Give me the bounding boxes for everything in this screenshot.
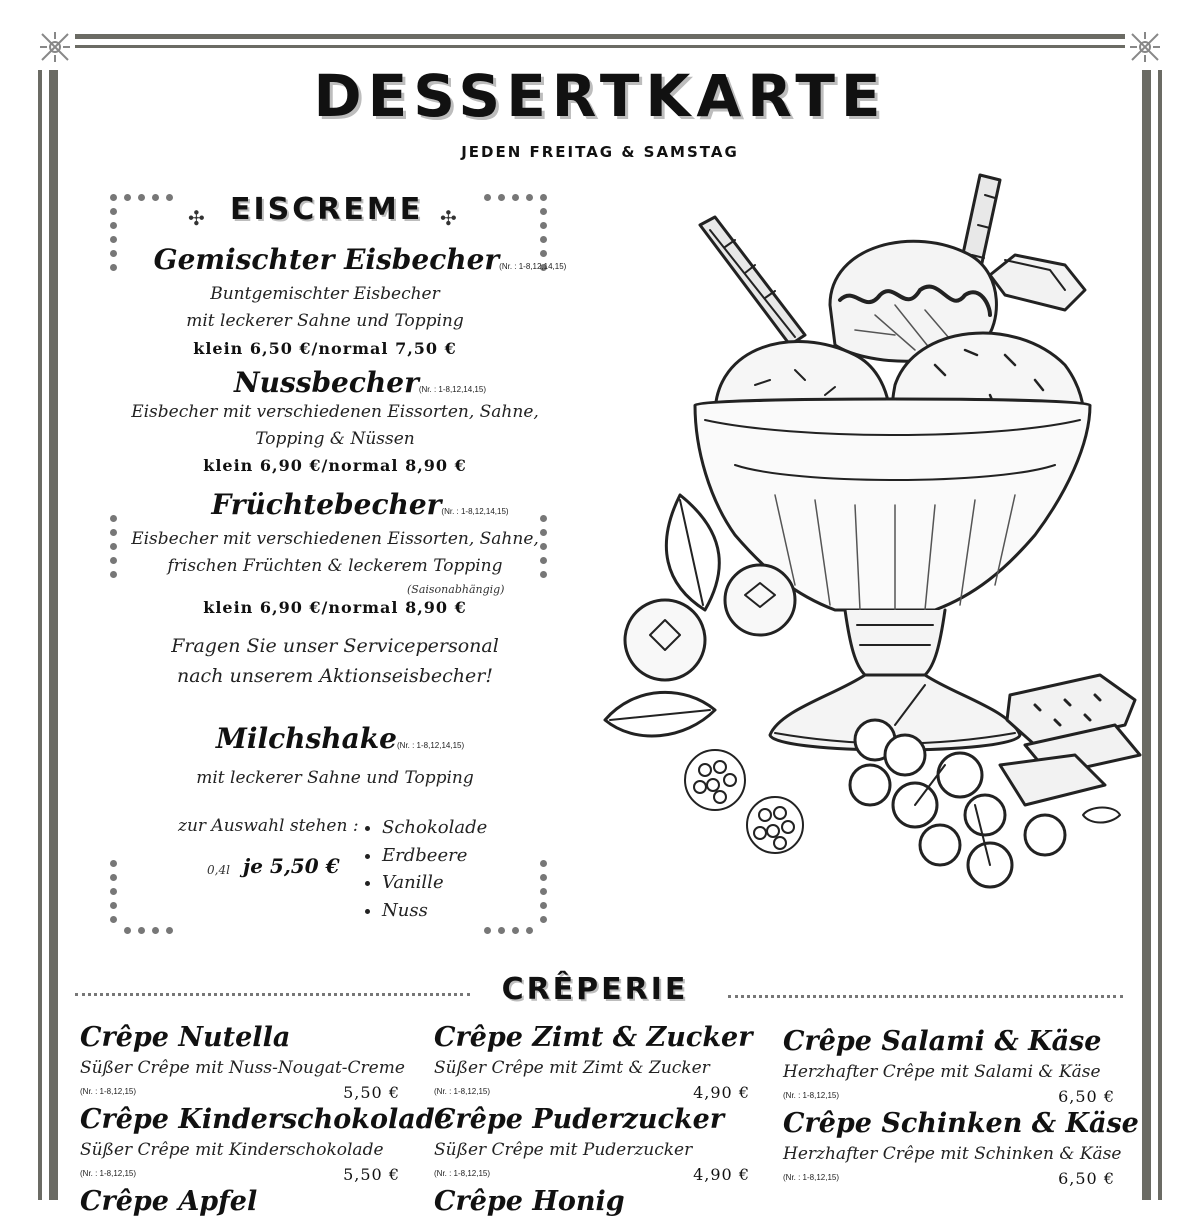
item-allergen-numbers: (Nr. : 1-8,12,14,15): [397, 741, 465, 750]
item-note: (Saisonabhängig): [407, 583, 505, 596]
crepe-name: Crêpe Kinderschokolade: [80, 1104, 452, 1135]
frame-dot: [540, 236, 547, 243]
crepe-description: Süßer Crêpe mit Kinderschokolade: [80, 1140, 384, 1160]
frame-dot: [540, 888, 547, 895]
crepe-allergen-numbers: (Nr. : 1-8,12,15): [80, 1169, 137, 1178]
corner-ornament-icon: [38, 30, 72, 64]
crepe-price: 5,50 €: [343, 1083, 400, 1102]
crepe-name: Crêpe Nutella: [80, 1022, 291, 1053]
frame-dot: [124, 927, 131, 934]
frame-dot: [526, 194, 533, 201]
crepe-name: Crêpe Apfel: [80, 1186, 258, 1217]
frame-dot: [110, 902, 117, 909]
crepe-name: Crêpe Zimt & Zucker: [434, 1022, 753, 1053]
crepe-description: Süßer Crêpe mit Nuss-Nougat-Creme: [80, 1058, 405, 1078]
promo-text: Fragen Sie unser Servicepersonal: [171, 635, 499, 657]
frame-dot: [110, 264, 117, 271]
item-allergen-numbers: (Nr. : 1-8,12,14,15): [441, 507, 509, 516]
crepe-allergen-numbers: (Nr. : 1-8,12,15): [783, 1173, 840, 1182]
crepe-allergen-numbers: (Nr. : 1-8,12,15): [434, 1087, 491, 1096]
ice-cream-sundae-icon: [595, 165, 1150, 900]
crepe-description: Herzhafter Crêpe mit Schinken & Käse: [783, 1144, 1122, 1164]
frame-dot: [512, 927, 519, 934]
corner-ornament-icon: [1128, 30, 1162, 64]
decorative-cross-icon: ✣: [188, 206, 205, 230]
frame-dot: [110, 515, 117, 522]
crepe-allergen-numbers: (Nr. : 1-8,12,15): [80, 1087, 137, 1096]
crepe-allergen-numbers: (Nr. : 1-8,12,15): [434, 1169, 491, 1178]
frame-dot: [484, 927, 491, 934]
frame-dot: [498, 927, 505, 934]
crepe-price: 6,50 €: [1058, 1169, 1115, 1188]
crepe-price: 4,90 €: [693, 1083, 750, 1102]
frame-dot: [512, 194, 519, 201]
item-description: mit leckerer Sahne und Topping: [196, 768, 474, 788]
menu-item-nussbecher: [120, 366, 600, 399]
frame-dot: [138, 927, 145, 934]
frame-dot: [484, 194, 491, 201]
item-price: klein 6,90 €/normal 8,90 €: [203, 456, 467, 475]
frame-dot: [124, 194, 131, 201]
frame-dot: [526, 927, 533, 934]
frame-left-line-thin: [38, 70, 42, 1200]
item-description: Eisbecher mit verschiedenen Eissorten, Sahne,: [131, 529, 539, 549]
crepe-name: Crêpe Schinken & Käse: [783, 1108, 1139, 1139]
frame-dot: [498, 194, 505, 201]
crepe-price: 6,50 €: [1058, 1087, 1115, 1106]
menu-item-fruechtebecher: [120, 488, 600, 521]
frame-dot: [110, 222, 117, 229]
menu-item-gemischter-eisbecher: [120, 243, 600, 276]
item-name: Früchtebecher: [211, 488, 442, 521]
item-description: frischen Früchten & leckerem Topping: [167, 556, 503, 576]
frame-dot: [152, 194, 159, 201]
item-description: mit leckerer Sahne und Topping: [186, 311, 464, 331]
frame-top-line: [75, 34, 1125, 39]
frame-dot: [540, 222, 547, 229]
creperie-dotted-rule: [75, 993, 470, 996]
frame-dot: [110, 194, 117, 201]
frame-top-line-thin: [75, 45, 1125, 48]
crepe-description: Süßer Crêpe mit Zimt & Zucker: [434, 1058, 710, 1078]
item-allergen-numbers: (Nr. : 1-8,12,14,15): [499, 262, 567, 271]
page-title: DESSERTKARTE: [313, 62, 887, 130]
creperie-dotted-rule: [728, 995, 1123, 998]
frame-dot: [110, 888, 117, 895]
frame-dot: [110, 916, 117, 923]
frame-dot: [110, 236, 117, 243]
frame-left-line: [49, 70, 58, 1200]
decorative-cross-icon: ✣: [440, 206, 457, 230]
shake-size: 0,4l: [207, 863, 230, 877]
item-description: Topping & Nüssen: [255, 429, 415, 449]
menu-item-milchshake: [110, 722, 570, 755]
crepe-name: Crêpe Puderzucker: [434, 1104, 725, 1135]
item-description: Buntgemischter Eisbecher: [210, 284, 440, 304]
shake-price: je 5,50 €: [243, 854, 340, 878]
frame-dot: [540, 860, 547, 867]
frame-dot: [540, 208, 547, 215]
frame-dot: [540, 916, 547, 923]
frame-dot: [110, 874, 117, 881]
item-allergen-numbers: (Nr. : 1-8,12,14,15): [418, 385, 486, 394]
promo-text: nach unserem Aktionseisbecher!: [176, 665, 494, 687]
frame-dot: [152, 927, 159, 934]
eiscreme-heading: EISCREME: [230, 192, 424, 227]
flavor-item: • Nuss: [382, 897, 487, 925]
frame-right-line-thin: [1158, 70, 1162, 1200]
item-name: Gemischter Eisbecher: [153, 243, 500, 276]
item-name: Milchshake: [215, 722, 397, 755]
frame-dot: [110, 250, 117, 257]
flavor-item: • Vanille: [382, 869, 487, 897]
frame-dot: [166, 927, 173, 934]
crepe-price: 4,90 €: [693, 1165, 750, 1184]
item-price: klein 6,90 €/normal 8,90 €: [203, 598, 467, 617]
flavor-list: [360, 814, 487, 924]
page-subtitle: JEDEN FREITAG & SAMSTAG: [461, 143, 739, 161]
frame-dot: [138, 194, 145, 201]
frame-dot: [540, 874, 547, 881]
crepe-name: Crêpe Honig: [434, 1186, 625, 1217]
frame-dot: [110, 208, 117, 215]
frame-dot: [110, 860, 117, 867]
crepe-price: 5,50 €: [343, 1165, 400, 1184]
flavor-item: • Erdbeere: [382, 842, 487, 870]
crepe-description: Süßer Crêpe mit Puderzucker: [434, 1140, 693, 1160]
item-description: Eisbecher mit verschiedenen Eissorten, Sahne,: [131, 402, 539, 422]
choice-label: zur Auswahl stehen :: [178, 816, 359, 836]
crepe-description: Herzhafter Crêpe mit Salami & Käse: [783, 1062, 1101, 1082]
item-price: klein 6,50 €/normal 7,50 €: [193, 339, 457, 358]
frame-dot: [540, 902, 547, 909]
item-name: Nussbecher: [234, 366, 419, 399]
flavor-item: • Schokolade: [382, 814, 487, 842]
crepe-allergen-numbers: (Nr. : 1-8,12,15): [783, 1091, 840, 1100]
crepe-name: Crêpe Salami & Käse: [783, 1026, 1102, 1057]
creperie-heading: CRÊPERIE: [501, 972, 689, 1007]
frame-dot: [540, 194, 547, 201]
frame-dot: [166, 194, 173, 201]
